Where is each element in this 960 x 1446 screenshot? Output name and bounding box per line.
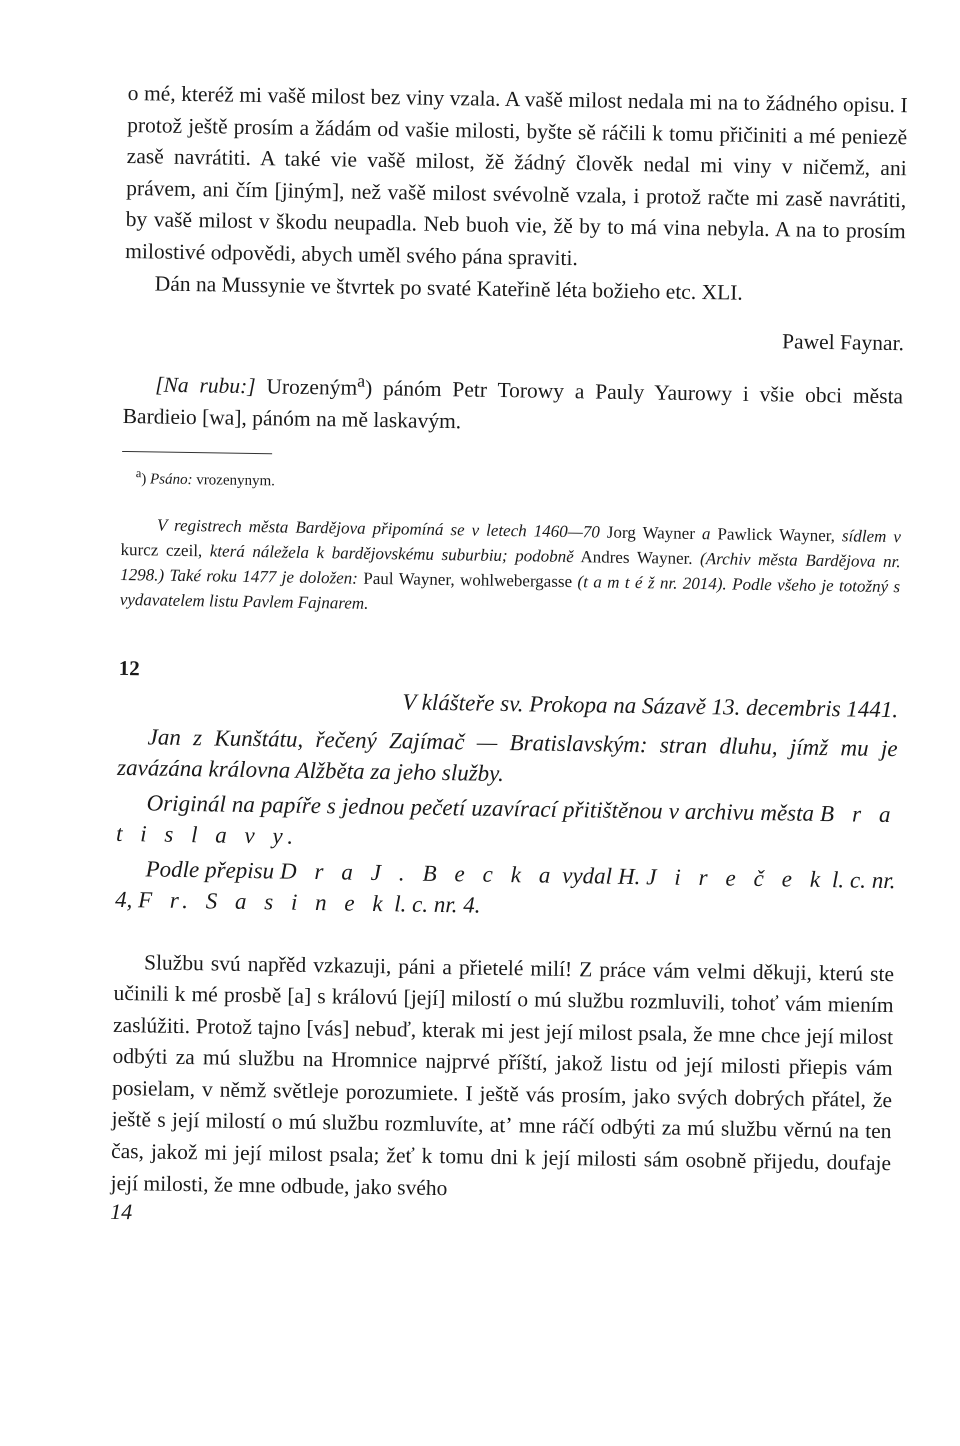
regest-summary: Jan z Kunštátu, řečený Zajímač — Bratislavským: stran dluhu, jímž mu je zavázána královna Alžběta za jeho služby. — [116, 723, 898, 786]
regest-text: Podle přepisu — [145, 855, 275, 883]
commentary — [120, 511, 901, 623]
regest-original — [116, 786, 897, 860]
regest-place: B r a t i s l a v y. — [115, 800, 897, 849]
letter-continuation — [125, 78, 908, 311]
commentary-text: (t a m t é ž nr. 2014). Podle všeho je totožný s vydavatelem listu Pavlem Fajnarem. — [119, 571, 901, 613]
page-number: 14 — [109, 1199, 133, 1225]
footnote-text: vrozenynym. — [196, 471, 276, 489]
commentary-name: Paul Wayner, wohlwebergasse — [363, 568, 573, 591]
commentary-name: Andres Wayner. — [580, 546, 693, 568]
regest-text: Originál na papíře s jednou pečetí uzavírací přitištěnou v archivu města — [146, 789, 815, 826]
footnote: $^a$) Psáno: vrozenynym. — [135, 465, 276, 489]
commentary-text: (Archiv města Bardějova nr. 1298.) Také roku 1477 je doložen: — [120, 548, 901, 588]
commentary-text: která náležela k bardějovskému suburbiu; podobně — [209, 540, 574, 566]
commentary-name: Jorg Wayner — [606, 522, 696, 543]
regest — [115, 720, 898, 926]
commentary-text: V registrech města Bardějova připomíná se v letech 1460—70 — [156, 515, 601, 541]
signature: Pawel Faynar. — [781, 329, 905, 356]
address-text: Urozeným — [266, 374, 358, 400]
regest-text: l. c. nr. 4. — [394, 890, 481, 918]
place-date: V klášteře sv. Prokopa na Sázavě 13. decembris 1441. — [402, 688, 899, 722]
document-page — [110, 78, 908, 1237]
footnote-label: Psáno: — [149, 470, 193, 488]
regest-name: F r. S a s i n e k — [137, 886, 389, 916]
commentary-text: sídlem v — [841, 525, 902, 546]
address-prefix: [Na rubu:] — [154, 372, 256, 399]
footnote-marker: a — [135, 465, 142, 480]
footnote-marker: a — [357, 370, 366, 391]
regest-text: vydal H. — [562, 862, 641, 889]
regest-edition — [115, 852, 896, 926]
address-note — [122, 362, 903, 445]
letter-paragraph: o mé, kteréž mi vašě milost bez viny vzala. A vašě milost nedala mi na to žádného opisu. I protož ještě prosím a žádám od vašie milosti, byšte sě ráčili k tomu přičiniti a mé peniezě zasě navrátiti. A také vie vašě milost, žě žádný člověk nedal mi viny v ničemž, ani právem, ani čím [jiným], než vašě milost svévolně vzala, i protož račte mi zasě navrátiti, by vašě milost v škodu neupadla. Neb buoh vie, žě by to má vina nebyla. A na to prosím milostivé odpovědi, abych uměl svého pána spraviti. — [125, 80, 908, 271]
letter-body: Službu svú napřěd vzkazuji, páni a přietelé milí! Z práce vám velmi děkuji, kterú ste učinili k mé prosbě [a] s královú [její] milostí o mú službu rozmluvili, tohoť vám miením zaslúžiti. Protož tajno [vás] nebuď, kterak mi jest její milost psala, že mne chce její milost odbýti za mú službu na Hromnice najprvé příští, jakož listu od její milosti přiepis vám posielam, v němž světleje porozumiete. I ještě vás prosím, jako svých dobrých přátel, že ještě s její milostí o mú službu rozmluvíte, atʼ mne ráčí odbýti za mú službu věrnú na ten čas, jakož mi její milost psala; žeť k tomu dni k její milosti sám osobně přijedu, doufaje její milosti, že mne odbude, jako svého — [110, 949, 895, 1200]
regest-name: J i r e č e k — [646, 863, 827, 892]
regest-text: l. c. nr. 4, — [114, 866, 896, 912]
address-rest: ) pánóm Petr Torowy a Pauly Yaurowy i všie obci města Bardieio [wa], pánóm na mě laskavým. — [122, 376, 904, 434]
commentary-name: Pawlick Wayner, — [717, 523, 836, 545]
dating-clause: Dán na Mussynie ve štvrtek po svaté Kateřině léta božieho etc. XLI. — [154, 271, 743, 305]
footnote-divider — [122, 450, 272, 453]
commentary-text: a — [701, 523, 711, 543]
commentary-name: kurcz czeil, — [120, 539, 203, 560]
regest-name: D r a J . B e c k a — [279, 857, 557, 888]
document-number: 12 — [118, 655, 140, 680]
